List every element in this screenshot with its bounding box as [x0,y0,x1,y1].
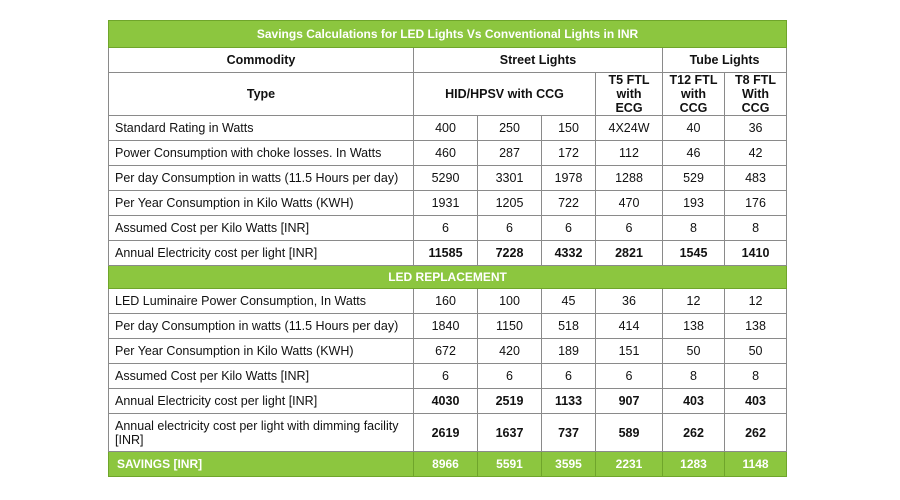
savings-value: 2231 [596,452,663,477]
row-value: 8 [663,216,725,241]
led-section-header: LED REPLACEMENT [109,266,787,289]
savings-value: 8966 [414,452,478,477]
row-value: 737 [542,414,596,452]
row-value: 287 [478,141,542,166]
conventional-row [109,166,787,191]
conventional-row [109,191,787,216]
savings-row [109,452,787,477]
row-value: 11585 [414,241,478,266]
row-value: 100 [478,289,542,314]
row-value: 8 [663,364,725,389]
row-value: 6 [478,364,542,389]
row-value: 589 [596,414,663,452]
row-value: 470 [596,191,663,216]
row-value: 50 [725,339,787,364]
header-t12: T12 FTL with CCG [663,73,725,116]
table-title: Savings Calculations for LED Lights Vs Conventional Lights in INR [109,21,787,48]
row-value: 8 [725,216,787,241]
row-label: Per day Consumption in watts (11.5 Hours per day) [109,314,414,339]
row-value: 50 [663,339,725,364]
savings-value: 3595 [542,452,596,477]
row-label: LED Luminaire Power Consumption, In Watts [109,289,414,314]
header-t8: T8 FTL With CCG [725,73,787,116]
row-value: 1150 [478,314,542,339]
row-value: 45 [542,289,596,314]
row-value: 1133 [542,389,596,414]
row-value: 4X24W [596,116,663,141]
row-value: 1931 [414,191,478,216]
row-value: 112 [596,141,663,166]
row-value: 420 [478,339,542,364]
row-value: 1205 [478,191,542,216]
row-value: 138 [725,314,787,339]
row-value: 907 [596,389,663,414]
row-value: 483 [725,166,787,191]
row-value: 7228 [478,241,542,266]
header-tube-lights: Tube Lights [663,48,787,73]
row-value: 150 [542,116,596,141]
row-value: 40 [663,116,725,141]
row-value: 6 [542,216,596,241]
header-type: Type [109,73,414,116]
row-label: Per day Consumption in watts (11.5 Hours per day) [109,166,414,191]
row-value: 12 [725,289,787,314]
led-row [109,414,787,452]
conventional-row [109,116,787,141]
led-row [109,364,787,389]
led-section-row [109,266,787,289]
savings-table [108,20,787,477]
row-value: 46 [663,141,725,166]
row-value: 6 [542,364,596,389]
row-value: 400 [414,116,478,141]
row-value: 518 [542,314,596,339]
row-value: 151 [596,339,663,364]
row-value: 1410 [725,241,787,266]
row-value: 2519 [478,389,542,414]
row-value: 672 [414,339,478,364]
header-street-lights: Street Lights [414,48,663,73]
row-value: 6 [478,216,542,241]
row-value: 4332 [542,241,596,266]
row-value: 1288 [596,166,663,191]
row-value: 36 [596,289,663,314]
savings-value: 5591 [478,452,542,477]
row-value: 403 [725,389,787,414]
led-row [109,289,787,314]
conventional-row [109,141,787,166]
row-value: 6 [414,216,478,241]
header-row-1 [109,48,787,73]
savings-label: SAVINGS [INR] [109,452,414,477]
row-value: 36 [725,116,787,141]
row-value: 250 [478,116,542,141]
savings-table-container [108,20,786,477]
savings-value: 1148 [725,452,787,477]
row-value: 189 [542,339,596,364]
row-label: Annual electricity cost per light with dimming facility [INR] [109,414,414,452]
row-value: 1840 [414,314,478,339]
row-value: 172 [542,141,596,166]
row-value: 262 [725,414,787,452]
row-value: 2821 [596,241,663,266]
row-value: 193 [663,191,725,216]
row-label: Assumed Cost per Kilo Watts [INR] [109,364,414,389]
row-value: 138 [663,314,725,339]
row-value: 5290 [414,166,478,191]
row-value: 6 [596,364,663,389]
row-value: 3301 [478,166,542,191]
row-value: 414 [596,314,663,339]
header-t5: T5 FTL with ECG [596,73,663,116]
row-value: 8 [725,364,787,389]
row-label: Annual Electricity cost per light [INR] [109,241,414,266]
row-value: 2619 [414,414,478,452]
row-value: 262 [663,414,725,452]
row-value: 6 [414,364,478,389]
row-value: 529 [663,166,725,191]
conventional-row [109,216,787,241]
row-label: Per Year Consumption in Kilo Watts (KWH) [109,191,414,216]
led-row [109,389,787,414]
row-value: 1978 [542,166,596,191]
savings-value: 1283 [663,452,725,477]
row-label: Power Consumption with choke losses. In Watts [109,141,414,166]
row-value: 176 [725,191,787,216]
row-value: 12 [663,289,725,314]
table-title-row [109,21,787,48]
header-row-2 [109,73,787,116]
row-value: 1545 [663,241,725,266]
header-hid: HID/HPSV with CCG [414,73,596,116]
led-row [109,339,787,364]
row-value: 6 [596,216,663,241]
row-value: 403 [663,389,725,414]
row-label: Assumed Cost per Kilo Watts [INR] [109,216,414,241]
row-label: Annual Electricity cost per light [INR] [109,389,414,414]
led-row [109,314,787,339]
row-value: 460 [414,141,478,166]
row-value: 160 [414,289,478,314]
row-value: 42 [725,141,787,166]
conventional-row [109,241,787,266]
row-label: Standard Rating in Watts [109,116,414,141]
row-value: 4030 [414,389,478,414]
row-label: Per Year Consumption in Kilo Watts (KWH) [109,339,414,364]
header-commodity: Commodity [109,48,414,73]
row-value: 1637 [478,414,542,452]
row-value: 722 [542,191,596,216]
